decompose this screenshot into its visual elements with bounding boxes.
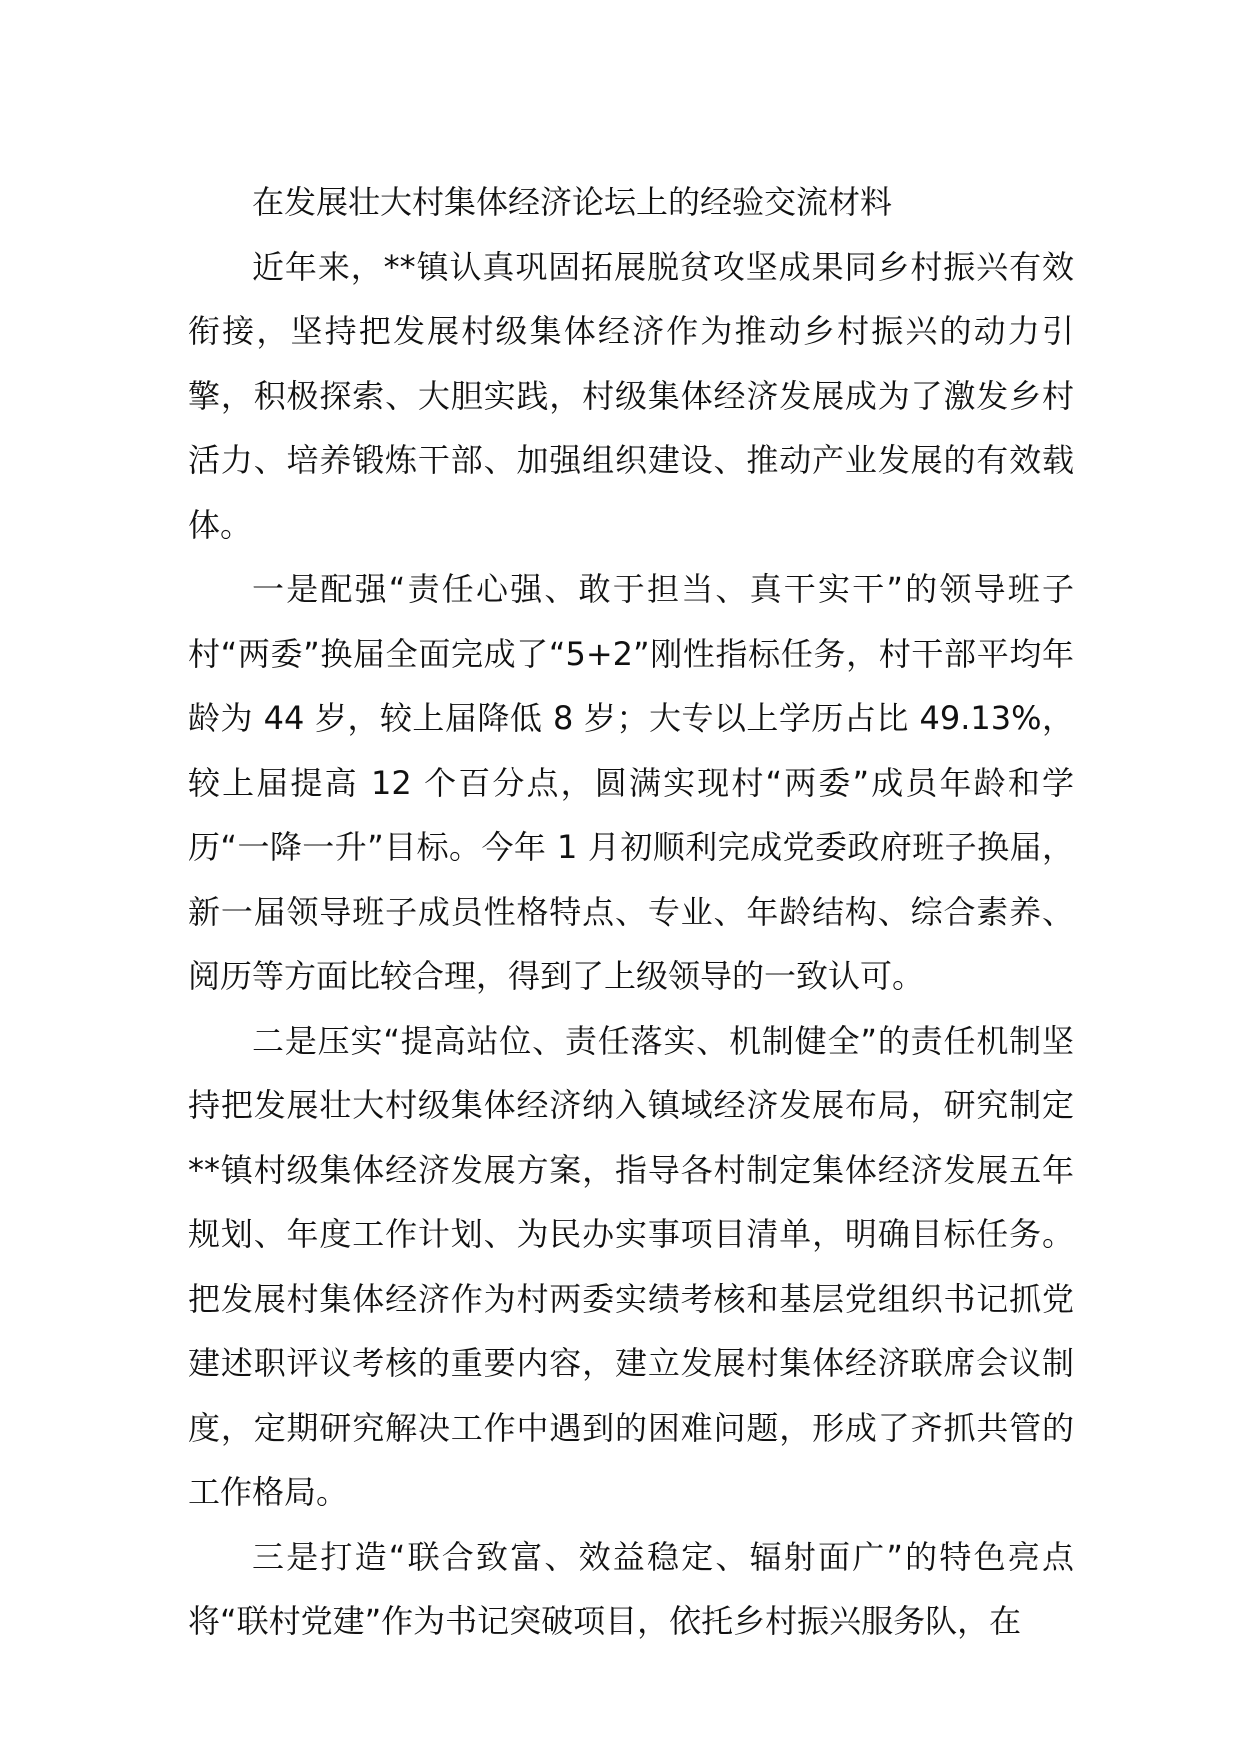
document-title: 在发展壮大村集体经济论坛上的经验交流材料: [252, 183, 893, 221]
paragraph-highlights: 三是打造“联合致富、效益稳定、辐射面广”的特色亮点将“联村党建”作为书记突破项目，依托乡村振兴服务队，在: [188, 1537, 1074, 1640]
paragraph-responsibility: 二是压实“提高站位、责任落实、机制健全”的责任机制坚持把发展壮大村级集体经济纳入镇域经济发展布局，研究制定**镇村级集体经济发展方案，指导各村制定集体经济发展五年规划、年度工作计划、为民办实事项目清单，明确目标任务。把发展村集体经济作为村两委实绩考核和基层党组织书记抓党建述职评议考核的重要内容，建立发展村集体经济联席会议制度，定期研究解决工作中遇到的困难问题，形成了齐抓共管的工作格局。: [188, 1021, 1074, 1511]
paragraph-leadership: 一是配强“责任心强、敢于担当、真干实干”的领导班子村“两委”换届全面完成了“5+2”刚性指标任务，村干部平均年龄为 44 岁，较上届降低 8 岁；大专以上学历占比 49.13%，较上届提高 12 个百分点，圆满实现村“两委”成员年龄和学历“一降一升”目标。今年 1 月初顺利完成党委政府班子换届，新一届领导班子成员性格特点、专业、年龄结构、综合素养、阅历等方面比较合理，得到了上级领导的一致认可。: [188, 570, 1074, 995]
paragraph-intro: 近年来，**镇认真巩固拓展脱贫攻坚成果同乡村振兴有效衔接，坚持把发展村级集体经济作为推动乡村振兴的动力引擎，积极探索、大胆实践，村级集体经济发展成为了激发乡村活力、培养锻炼干部、加强组织建设、推动产业发展的有效载体。: [188, 247, 1074, 544]
document-body: [188, 170, 1074, 1654]
